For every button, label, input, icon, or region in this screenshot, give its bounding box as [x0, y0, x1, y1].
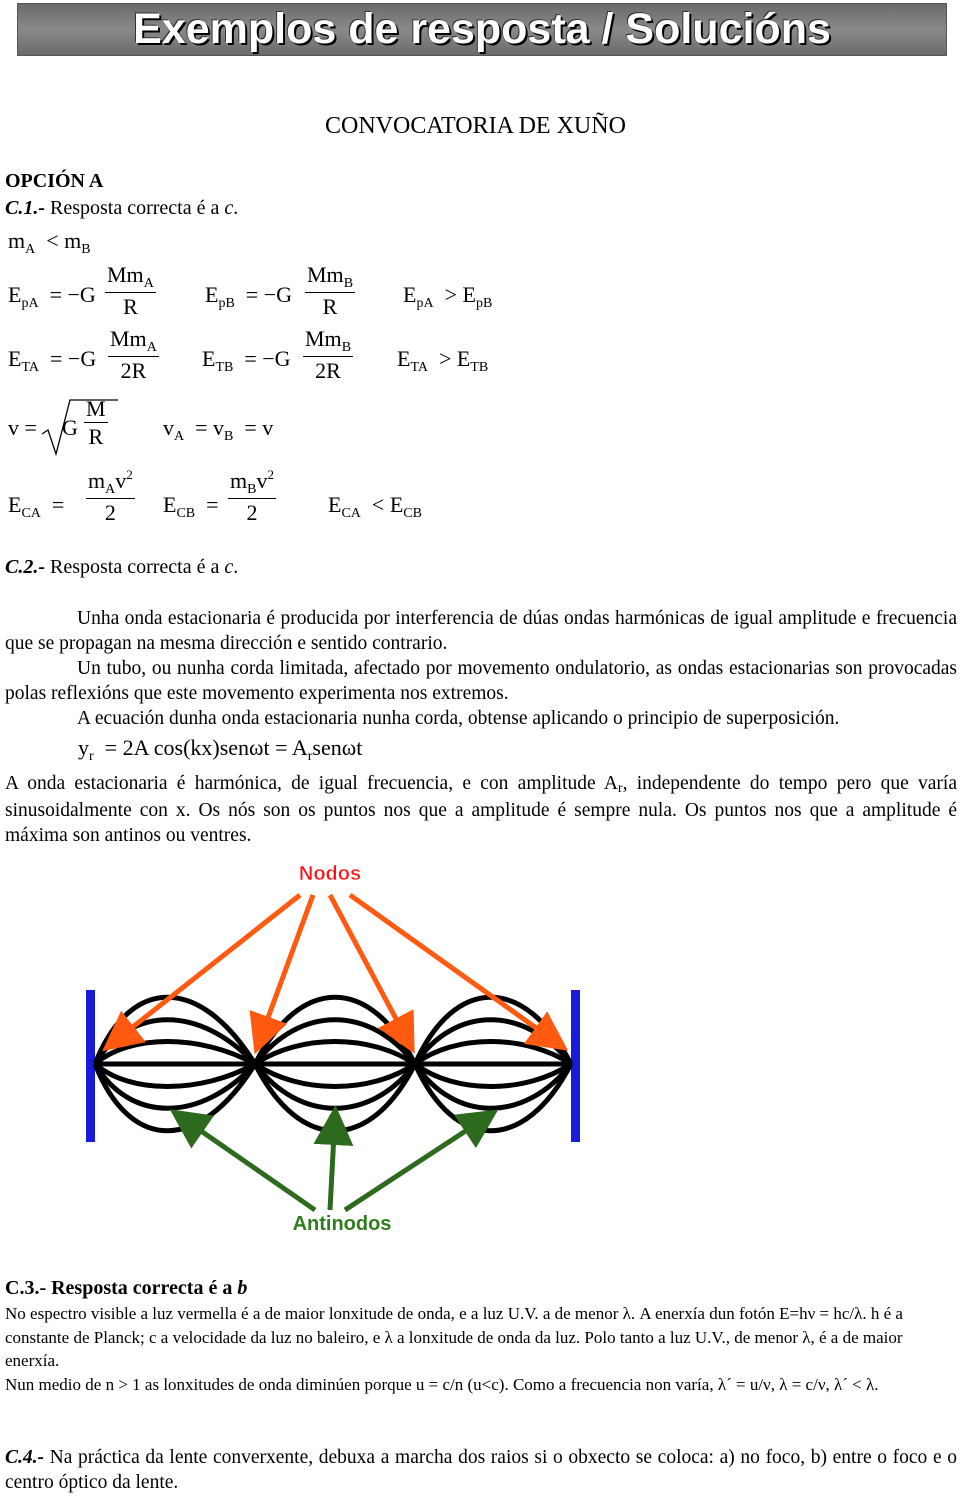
c1-text: Resposta correcta é a: [45, 197, 225, 219]
antinodes-label: Antinodos: [292, 1213, 392, 1235]
p4-sub: r: [617, 781, 623, 796]
antinode-arrows: [178, 1115, 490, 1210]
header-banner: [17, 3, 947, 56]
eq-eca: $E_{CA}$ =: [8, 492, 65, 521]
eq-v-g: G: [62, 415, 78, 440]
eq-et-compare: $E_{TA} > E_{TB}$: [397, 346, 489, 375]
standing-wave-figure: [0, 850, 960, 1245]
c2-text: Resposta correcta é a: [45, 556, 225, 578]
eq-epa-frac: $Mm_A$ R: [107, 262, 154, 319]
eq-epa: $E_{pA} = -G$: [8, 282, 96, 311]
eq-eta-frac: $Mm_A$ 2R: [110, 326, 157, 383]
eq-standing-wave: $y_r = 2A$ $\cos(kx)sen\omega t = A_rsen\omega t$: [78, 735, 363, 764]
c1-end: .: [233, 197, 239, 219]
sqrt-symbol: [40, 396, 120, 458]
paragraph-3: A ecuación dunha onda estacionaria nunha corda, obtense aplicando o principio de superposición.: [77, 708, 840, 729]
c2-number: C.2.-: [5, 556, 45, 578]
eq-va-vb: $v_A = v_B = v$: [163, 415, 274, 444]
convocatoria-title: CONVOCATORIA DE XUÑO: [325, 113, 626, 139]
eq-ecb-frac: $m_Bv^2$ 2: [230, 467, 274, 525]
eq-ecb: $E_{CB}$ =: [163, 492, 219, 521]
c3-head: C.3.- Resposta correcta é a: [5, 1277, 238, 1299]
c4-text: Na práctica da lente converxente, debuxa a marcha dos raios si o obxecto se coloca: a) no foco, b) entre o foco e o centro óptico da lente.: [5, 1447, 957, 1493]
banner-title: Exemplos de resposta / Solucións: [133, 5, 831, 53]
option-heading: OPCIÓN A: [5, 170, 104, 192]
eq-epb: $E_{pB} = -G$: [205, 282, 292, 311]
eq-ep-compare: $E_{pA} > E_{pB}$: [403, 282, 493, 311]
c1-number: C.1.-: [5, 197, 45, 219]
paragraph-1: Unha onda estacionaria é producida por interferencia de dúas ondas harmónicas de igual amplitude e frecuencia que se propagan na mesma dirección e sentido contrario.: [5, 608, 957, 654]
c1-answer: c: [224, 197, 234, 219]
c2-answer: c: [224, 556, 234, 578]
p4-rest: , independente do tempo pero que varía sinusoidalmente con x. Os nós son os puntos nos que a amplitude é sempre nula. Os puntos nos que a amplitude é máxima son antinos ou ventres.: [5, 773, 957, 846]
c4-number: C.4.-: [5, 1447, 44, 1468]
paragraph-4: [5, 771, 957, 848]
question-c4: [5, 1445, 957, 1495]
eq-epb-frac: $Mm_B$ R: [307, 262, 354, 319]
paragraph-2: Un tubo, ou nunha corda limitada, afectado por movemento ondulatorio, as ondas estacionarias son provocadas polas reflexións que este movemento experimenta nos extremos.: [5, 658, 957, 704]
eq-eta: $E_{TA} = -G$: [8, 346, 97, 375]
eq-mass-compare: $m_A < m_B$: [8, 228, 91, 257]
c3-answer: b: [237, 1277, 248, 1299]
eq-etb-frac: $Mm_B$ 2R: [305, 326, 352, 383]
question-c2: [5, 556, 238, 579]
c3-line-1: No espectro visible a luz vermella é a de maior lonxitude de onda, e a luz U.V. a de menor λ. A enerxía dun fotón E=hν = hc/λ. h é a constante de Planck; c a velocidade da luz no baleiro, e λ a lonxitude de onda da luz. Polo tanto a luz U.V., de menor λ, é a de maior enerxía.: [5, 1304, 903, 1370]
eq-v-frac: $\frac{M}{R}$: [86, 396, 106, 449]
eq-ec-compare: $E_{CA} < E_{CB}$: [328, 492, 422, 521]
c3-line-2: Nun medio de n > 1 as lonxitudes de onda diminúen porque u = c/n (u<c). Como a frecuencia non varía, λ´ = u/ν, λ = c/ν, λ´ < λ.: [5, 1374, 879, 1394]
string-envelopes: [95, 997, 571, 1131]
nodes-label: Nodos: [298, 863, 362, 885]
c3-explanation: [5, 1302, 957, 1396]
eq-eca-frac: $m_Av^2$ 2: [88, 467, 133, 525]
c2-end: .: [233, 556, 239, 578]
p4-start: A onda estacionaria é harmónica, de igual frecuencia, e con amplitude A: [5, 773, 618, 794]
explanation-text: [5, 606, 957, 731]
question-c1: [5, 197, 238, 220]
eq-v: v =: [8, 415, 37, 440]
eq-etb: $E_{TB} = -G$: [202, 346, 291, 375]
question-c3: [5, 1277, 247, 1300]
